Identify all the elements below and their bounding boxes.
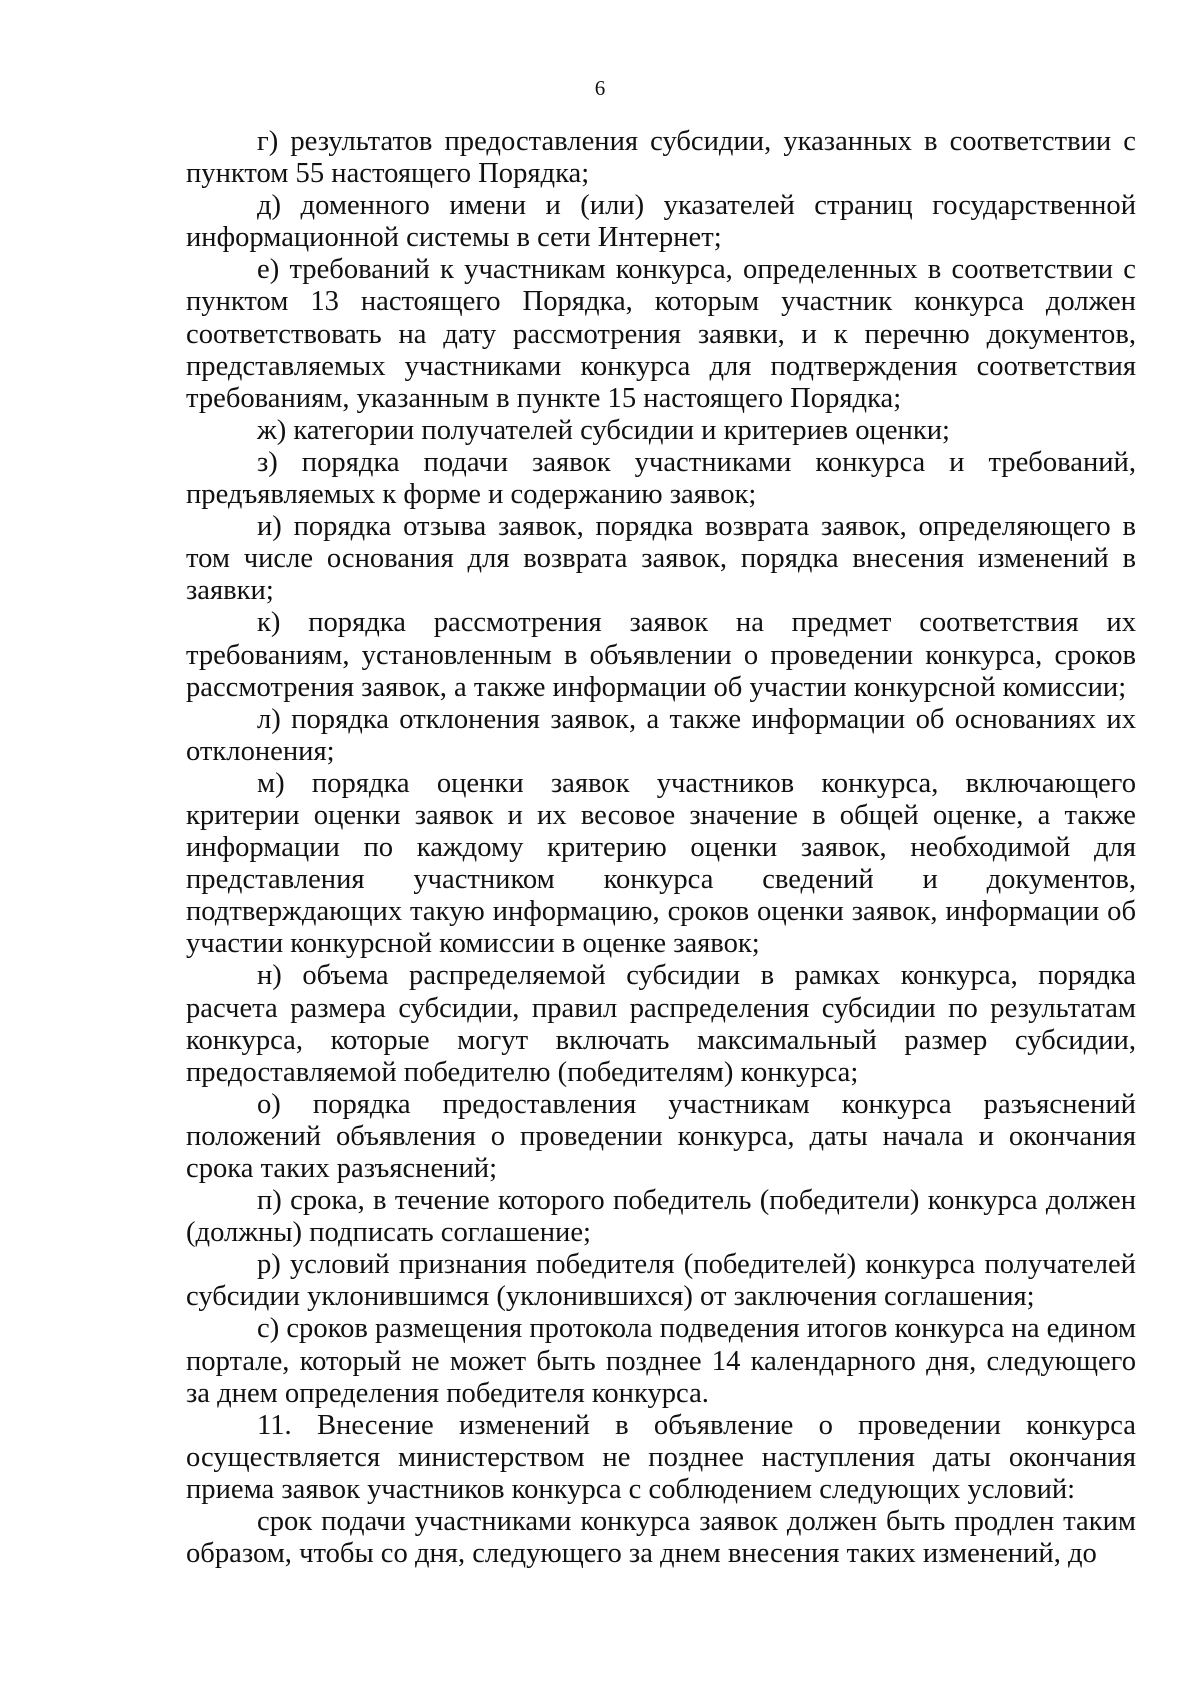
paragraph-item-g: г) результатов предоставления субсидии, указанных в соответствии с пунктом 55 настоящего Порядка;: [186, 126, 1136, 190]
paragraph-item-zh: ж) категории получателей субсидии и критериев оценки;: [257, 414, 950, 446]
paragraph-item-e: е) требований к участникам конкурса, определенных в соответствии с пунктом 13 настоящего Порядка, которым участник конкурса должен соответствовать на дату рассмотрения заявки, и к перечню документов, представляемых участниками конкурса для подтверждения соответствия требованиям, указанным в пункте 15 настоящего Порядка;: [186, 254, 1136, 414]
paragraph-item-d: д) доменного имени и (или) указателей страниц государственной информационной системы в сети Интернет;: [186, 190, 1136, 254]
paragraph-item-i: и) порядка отзыва заявок, порядка возврата заявок, определяющего в том числе основания для возврата заявок, порядка внесения изменений в заявки;: [186, 511, 1136, 607]
page-number: 6: [594, 76, 606, 100]
paragraph-item-r: р) условий признания победителя (победителей) конкурса получателей субсидии уклонившимся (уклонившихся) от заключения соглашения;: [186, 1249, 1136, 1313]
paragraph-section-11: 11. Внесение изменений в объявление о проведении конкурса осуществляется министерством не позднее наступления даты окончания приема заявок участников конкурса с соблюдением следующих условий:: [186, 1409, 1136, 1505]
paragraph-item-o: о) порядка предоставления участникам конкурса разъяснений положений объявления о проведении конкурса, даты начала и окончания срока таких разъяснений;: [186, 1088, 1136, 1184]
paragraph-item-k: к) порядка рассмотрения заявок на предмет соответствия их требованиям, установленным в объявлении о проведении конкурса, сроков рассмотрения заявок, а также информации об участии конкурсной комиссии;: [186, 607, 1136, 703]
paragraph-item-s: с) сроков размещения протокола подведения итогов конкурса на едином портале, который не может быть позднее 14 календарного дня, следующего за днем определения победителя конкурса.: [186, 1313, 1136, 1409]
paragraph-condition: срок подачи участниками конкурса заявок должен быть продлен таким образом, чтобы со дня, следующего за днем внесения таких изменений, до: [186, 1506, 1136, 1570]
paragraph-item-n: н) объема распределяемой субсидии в рамках конкурса, порядка расчета размера субсидии, правил распределения субсидии по результатам конкурса, которые могут включать максимальный размер субсидии, предоставляемой победителю (победителям) конкурса;: [186, 960, 1136, 1088]
paragraph-item-z: з) порядка подачи заявок участниками конкурса и требований, предъявляемых к форме и содержанию заявок;: [186, 446, 1136, 511]
paragraph-item-p: п) срока, в течение которого победитель (победители) конкурса должен (должны) подписать соглашение;: [186, 1185, 1136, 1249]
paragraph-item-l: л) порядка отклонения заявок, а также информации об основаниях их отклонения;: [186, 703, 1136, 767]
paragraph-item-m: м) порядка оценки заявок участников конкурса, включающего критерии оценки заявок и их весовое значение в общей оценке, а также информации по каждому критерию оценки заявок, необходимой для представления участником конкурса сведений и документов, подтверждающих такую информацию, сроков оценки заявок, информации об участии конкурсной комиссии в оценке заявок;: [186, 767, 1136, 960]
document-body: [186, 126, 1136, 1570]
